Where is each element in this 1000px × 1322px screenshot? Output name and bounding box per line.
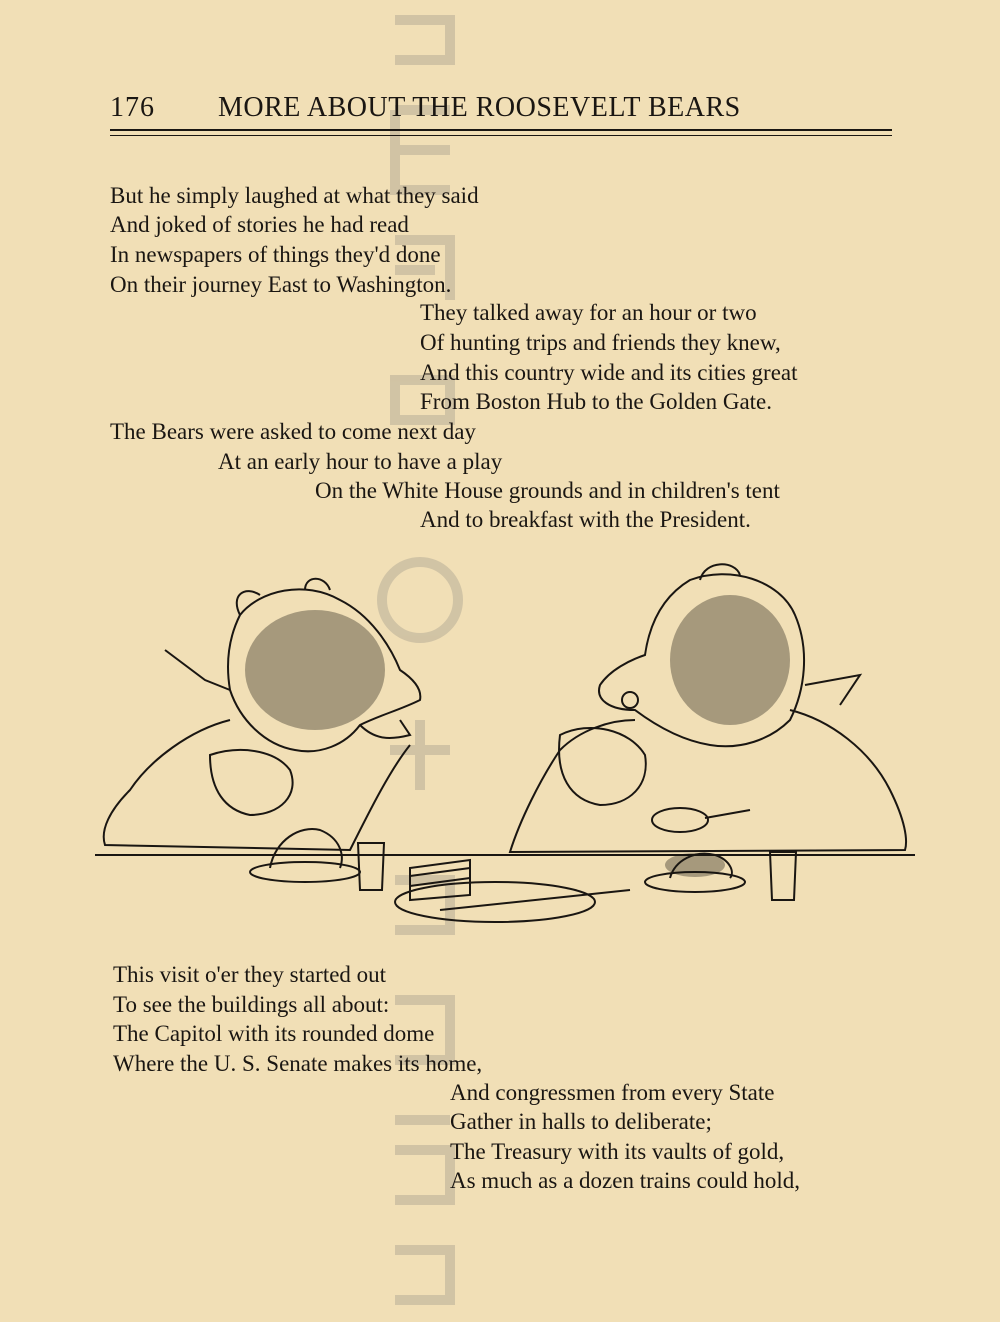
verse-line: The Capitol with its rounded dome [113,1021,435,1046]
verse-line: In newspapers of things they'd done [110,242,441,267]
verse-line: As much as a dozen trains could hold, [450,1168,801,1193]
running-title: MORE ABOUT THE ROOSEVELT BEARS [218,92,741,123]
verse-line: And to breakfast with the President. [420,507,751,532]
page-number: 176 [110,92,155,123]
verse-line: On their journey East to Washington. [110,272,452,297]
header-rule-thick [110,129,892,131]
verse-line: Of hunting trips and friends they knew, [420,330,781,355]
header-rule-thin [110,135,892,136]
verse-line: And congressmen from every State [450,1080,775,1105]
verse-line: Where the U. S. Senate makes its home, [113,1051,483,1076]
verse-line: But he simply laughed at what they said [110,183,479,208]
verse-line: The Bears were asked to come next day [110,419,476,444]
verse-line: This visit o'er they started out [113,962,387,987]
verse-line: Gather in halls to deliberate; [450,1109,712,1134]
verse-line: They talked away for an hour or two [420,300,757,325]
verse-line: On the White House grounds and in children's tent [315,478,780,503]
bears-breakfast-illustration [90,560,920,940]
verse-line: And this country wide and its cities great [420,360,798,385]
verse-line: From Boston Hub to the Golden Gate. [420,389,772,414]
running-header [110,92,892,126]
verse-line: And joked of stories he had read [110,212,409,237]
verse-line: The Treasury with its vaults of gold, [450,1139,785,1164]
verse-line: To see the buildings all about: [113,992,390,1017]
verse-line: At an early hour to have a play [218,449,503,474]
